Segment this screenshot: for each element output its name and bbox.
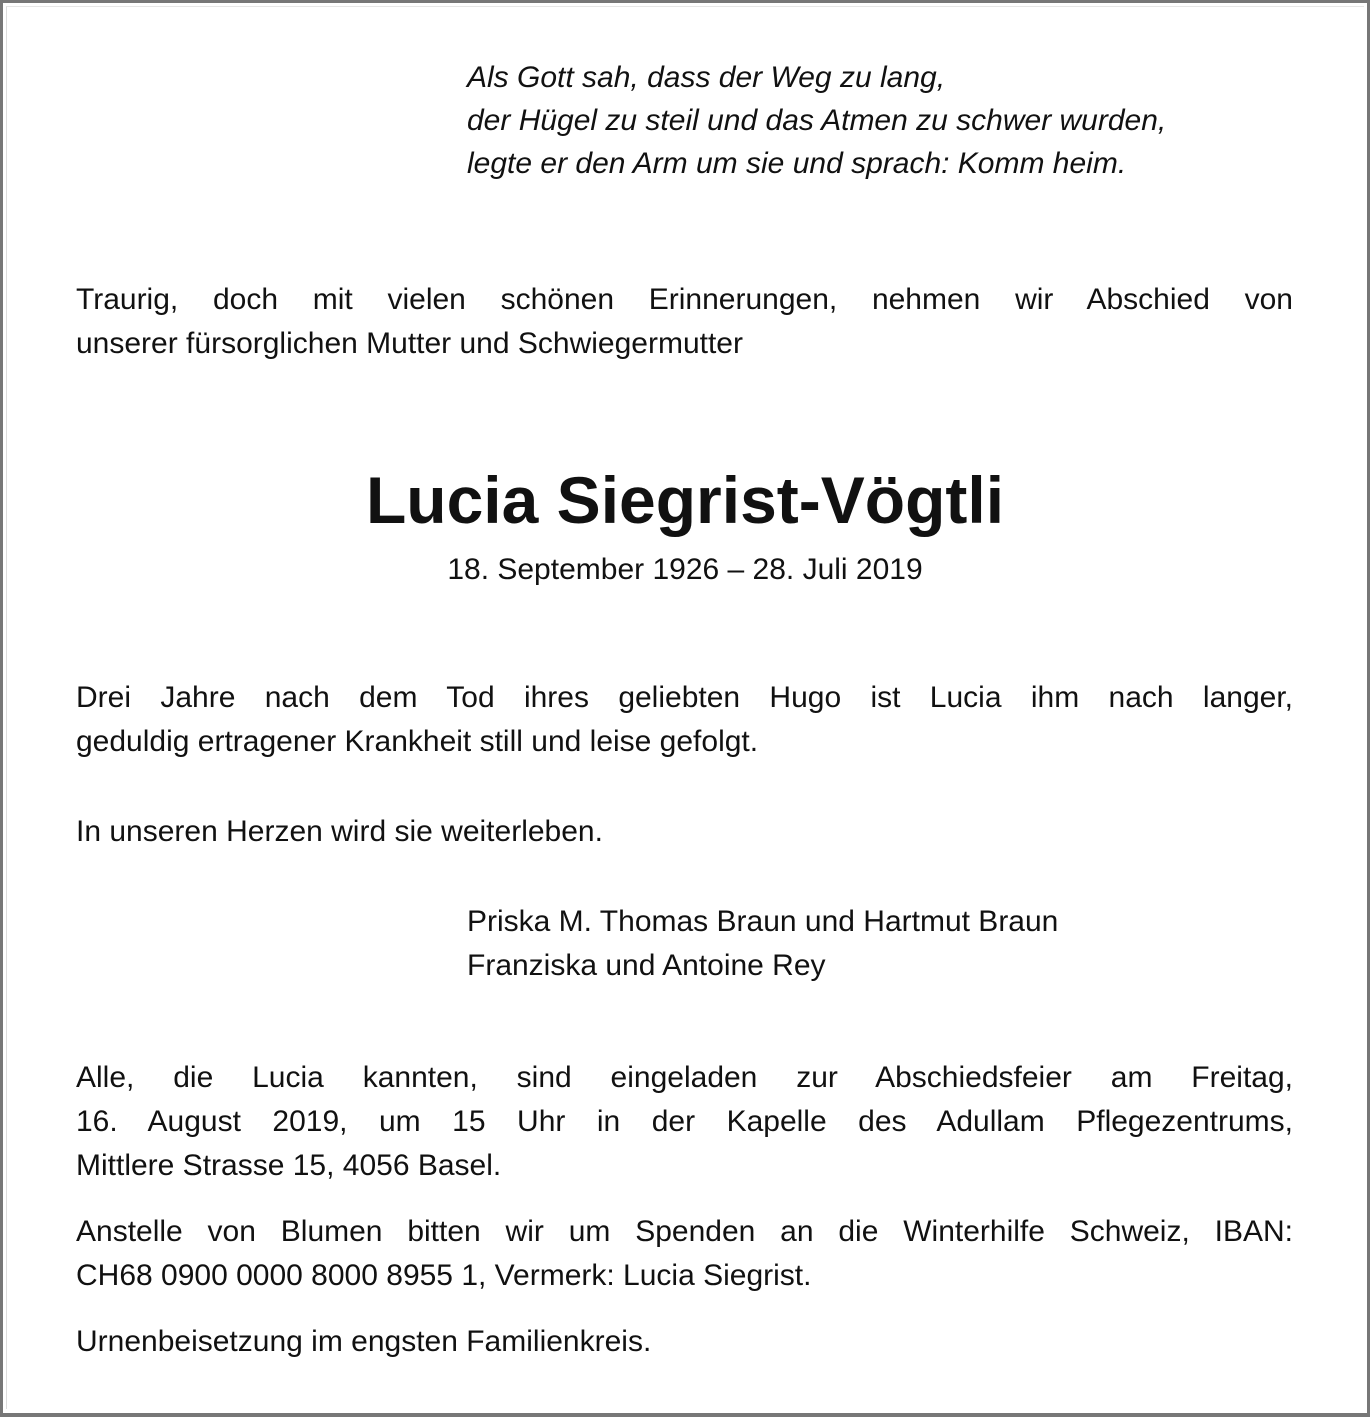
- poem: [467, 56, 1327, 185]
- ceremony-line: Alle, die Lucia kannten, sind eingeladen zur Abschiedsfeier am Freitag,: [76, 1061, 1293, 1094]
- intro-paragraph: [76, 278, 1293, 366]
- donation-line: CH68 0900 0000 8000 8955 1, Vermerk: Lucia Siegrist.: [76, 1259, 812, 1292]
- intro-line: unserer fürsorglichen Mutter und Schwiegermutter: [76, 327, 743, 360]
- message-paragraph: [76, 676, 1293, 764]
- message-line: Drei Jahre nach dem Tod ihres geliebten Hugo ist Lucia ihm nach langer,: [76, 681, 1293, 714]
- donation-line: Anstelle von Blumen bitten wir um Spenden an die Winterhilfe Schweiz, IBAN:: [76, 1215, 1293, 1248]
- deceased-name: Lucia Siegrist-Vögtli: [365, 463, 1005, 537]
- poem-line: Als Gott sah, dass der Weg zu lang,: [467, 61, 946, 94]
- ceremony-paragraph: [76, 1056, 1293, 1188]
- poem-line: legte er den Arm um sie und sprach: Komm heim.: [467, 147, 1127, 180]
- mourner-line: Priska M. Thomas Braun und Hartmut Braun: [467, 905, 1059, 938]
- ceremony-line: Mittlere Strasse 15, 4056 Basel.: [76, 1149, 502, 1182]
- mourners: [467, 900, 1327, 988]
- burial-line: [76, 1320, 1293, 1364]
- message-line: geduldig ertragener Krankheit still und leise gefolgt.: [76, 725, 759, 758]
- mourner-line: Franziska und Antoine Rey: [467, 949, 826, 982]
- poem-line: der Hügel zu steil und das Atmen zu schwer wurden,: [467, 104, 1167, 137]
- life-dates: 18. September 1926 – 28. Juli 2019: [447, 553, 923, 586]
- donation-paragraph: [76, 1210, 1293, 1298]
- ceremony-line: 16. August 2019, um 15 Uhr in der Kapelle des Adullam Pflegezentrums,: [76, 1105, 1293, 1138]
- burial-text: Urnenbeisetzung im engsten Familienkreis.: [76, 1325, 652, 1358]
- remembrance-text: In unseren Herzen wird sie weiterleben.: [76, 815, 603, 848]
- remembrance-line: [76, 810, 1293, 854]
- intro-line: Traurig, doch mit vielen schönen Erinnerungen, nehmen wir Abschied von: [76, 283, 1293, 316]
